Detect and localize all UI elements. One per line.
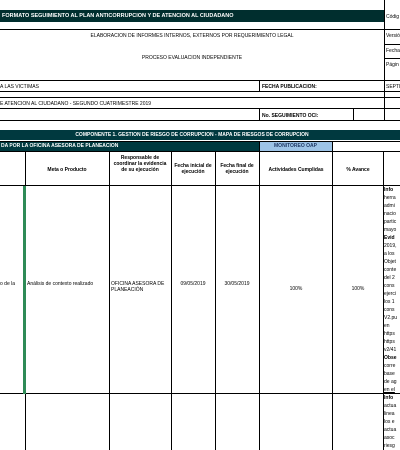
period-text: E ATENCIÓN AL CIUDADANO - SEGUNDO CUATRIMESTRE 2019 [0, 101, 152, 107]
obs-line: los 1 [384, 299, 395, 305]
monitoreo-title: MONITOREO OAP [274, 143, 317, 149]
obs-line: Objet [384, 259, 396, 265]
obs-line: actua [384, 403, 397, 409]
version-label: Versió [386, 33, 400, 39]
component-title: COMPONENTE 1. GESTIÓN DE RIESGO DE CORRUPCIÓN - MAPA DE RIESGOS DE CORRUPCIÓN [75, 132, 309, 138]
selected-cell-highlight[interactable] [23, 186, 26, 394]
col-responsable-header: Responsable de coordinar la evidencia de su ejecución [113, 155, 167, 173]
grid-line [109, 151, 110, 450]
obs-line: conte [384, 267, 397, 273]
grid-line [259, 151, 260, 450]
obs-line: cons [384, 307, 395, 313]
observations-list-2 [384, 394, 400, 450]
grid-line [353, 108, 354, 120]
obs-line: a los [384, 251, 395, 257]
actividades-cell: 100% [289, 286, 303, 292]
obs-line: 2019, [384, 243, 397, 249]
grid-line [384, 0, 385, 120]
grid-line [0, 393, 400, 394]
grid-line [259, 108, 260, 120]
activity-fragment: o de la [0, 281, 16, 287]
obs-line: Info [384, 187, 394, 193]
meta-cell: Análisis de contexto realizado [27, 281, 94, 287]
obs-line: Info [384, 395, 394, 401]
pagina-label: Págin [386, 62, 399, 68]
obs-line: cons [384, 283, 395, 289]
grid-line [0, 108, 400, 109]
avance-cell: 100% [351, 286, 365, 292]
grid-line [0, 91, 400, 92]
grid-line [215, 151, 216, 450]
seguimiento-label: No. SEGUIMIENTO OCI: [262, 113, 319, 119]
obs-line: Evid [384, 235, 395, 241]
obs-line: del 2 [384, 275, 395, 281]
col-fecha-inicial-header: Fecha inicial de ejecución [174, 163, 212, 175]
grid-line [332, 151, 333, 450]
obs-line: linea [384, 411, 395, 417]
fecha-inicial-cell: 09/05/2019 [180, 281, 206, 287]
obs-line: https [384, 339, 395, 345]
obs-line: mayo [384, 227, 397, 233]
grid-line [0, 151, 400, 152]
obs-line: v2/41 [384, 347, 397, 353]
obs-line: de ag [384, 379, 397, 385]
process-subtitle: PROCESO EVALUACIÓN INDEPENDIENTE [141, 55, 243, 61]
grid-line [383, 151, 384, 450]
observations-list [384, 186, 400, 394]
obs-line: nacio [384, 211, 396, 217]
obs-line: en el [384, 387, 395, 393]
col-meta-header: Meta o Producto [47, 167, 87, 173]
grid-line [384, 44, 400, 45]
grid-line [0, 80, 400, 81]
form-title: FORMATO SEGUIMIENTO AL PLAN ANTICORRUPCIÓN Y DE ATENCIÓN AL CIUDADANO [2, 13, 234, 19]
grid-line [0, 141, 400, 142]
obs-line: base [384, 371, 395, 377]
obs-line: corre [384, 363, 396, 369]
col-actividades-header: Actividades Cumplidas [268, 167, 324, 173]
obs-line: los e [384, 419, 395, 425]
col-fecha-final-header: Fecha final de ejecución [220, 163, 254, 175]
col-avance-header: % Avance [346, 167, 370, 173]
grid-line [0, 120, 400, 121]
grid-line [259, 80, 260, 91]
responsable-cell: OFICINA ASESORA DE PLANEACIÓN [111, 281, 165, 293]
obs-line: partic [384, 219, 397, 225]
obs-line: ejerci [384, 291, 396, 297]
obs-line: V2.pu [384, 315, 398, 321]
grid-line [332, 141, 333, 151]
publication-value: SEPTI [386, 84, 400, 90]
obs-line: https [384, 331, 395, 337]
publication-label: FECHA PUBLICACIÓN: [262, 84, 317, 90]
codigo-label: Códig [386, 14, 400, 20]
grid-line [0, 29, 400, 30]
fecha-final-cell: 30/05/2019 [224, 281, 250, 287]
grid-line [384, 58, 400, 59]
obs-line: asoc [384, 435, 395, 441]
grid-line [0, 97, 400, 98]
entity-text: A LAS VÍCTIMAS [0, 84, 39, 90]
grid-line [259, 141, 260, 151]
section-left-title: DA POR LA OFICINA ASESORA DE PLANEACIÓN [1, 143, 119, 149]
report-subtitle: ELABORACIÓN DE INFORMES INTERNOS, EXTERNOS POR REQUERIMIENTO LEGAL [90, 33, 294, 39]
grid-line [0, 185, 400, 186]
fecha-label: Fecha [386, 48, 400, 54]
obs-line: en [384, 323, 390, 329]
obs-line: actua [384, 427, 397, 433]
obs-line: herra [384, 195, 396, 201]
obs-line: Obse [384, 355, 397, 361]
grid-line [171, 151, 172, 450]
obs-line: riesg [384, 443, 395, 449]
obs-line: admi [384, 203, 395, 209]
